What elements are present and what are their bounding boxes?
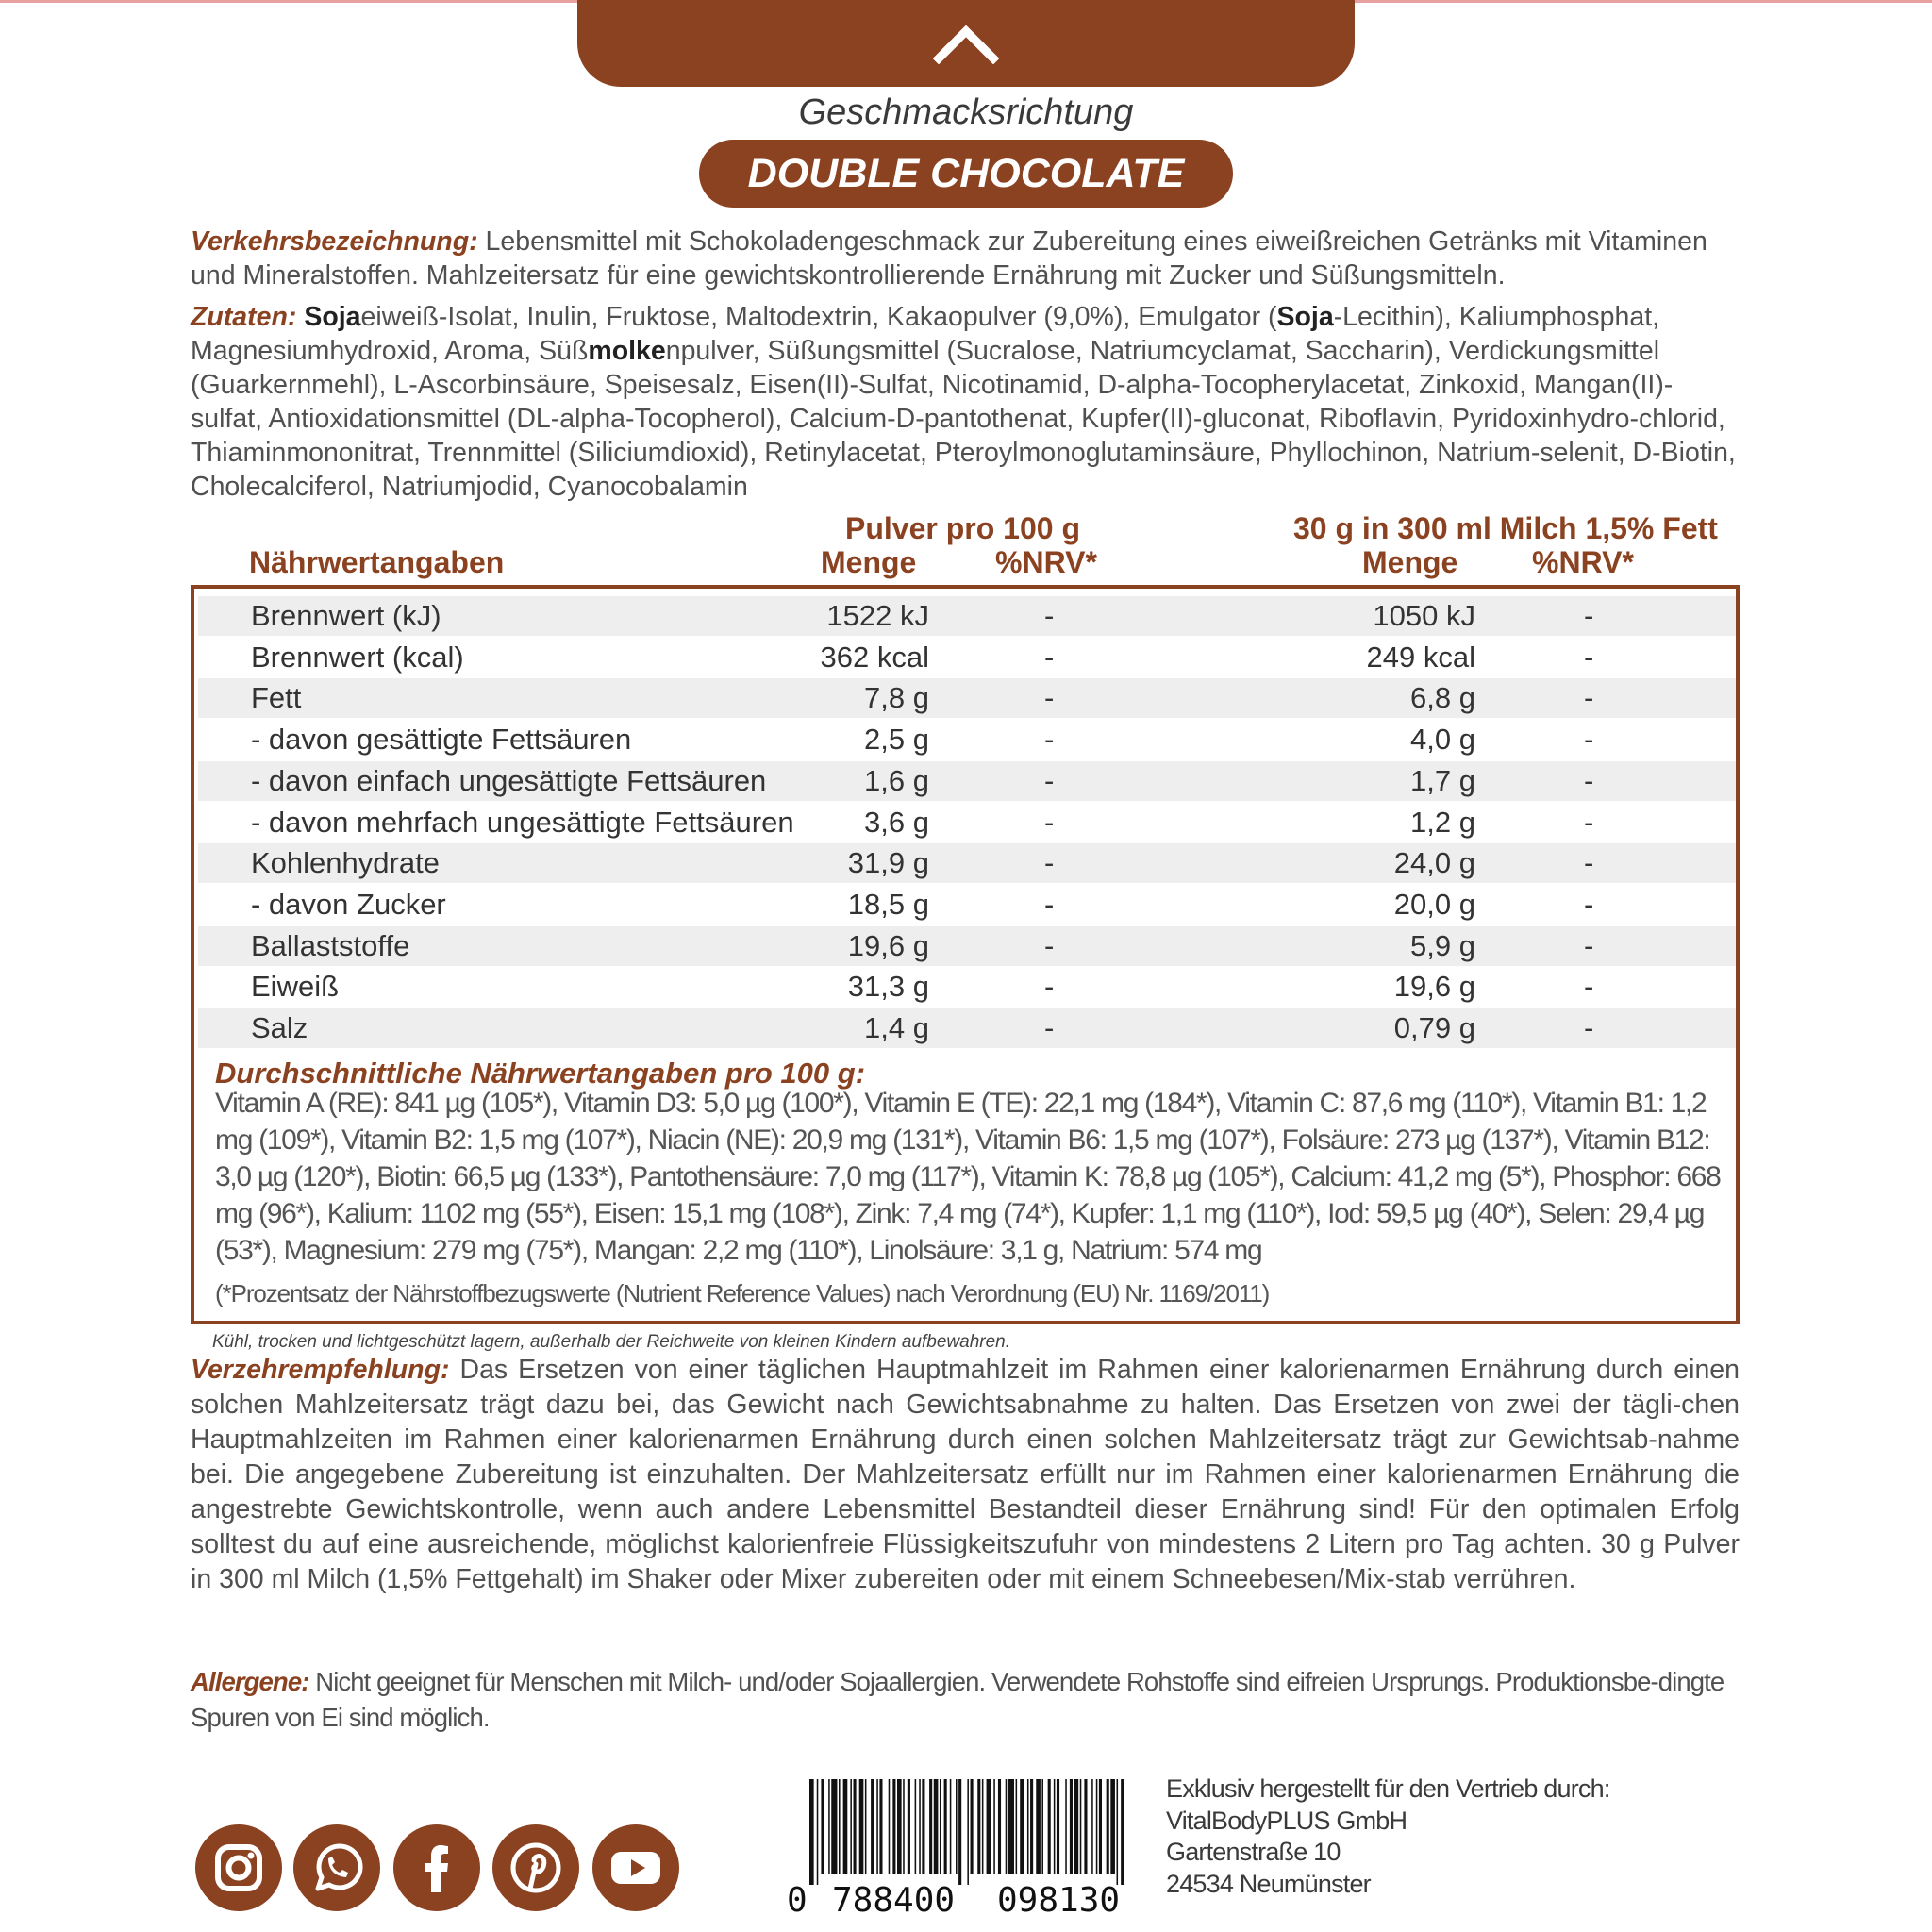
storage-note: Kühl, trocken und lichtgeschützt lagern, außerhalb der Reichweite von kleinen Kindern aufbewahren. (212, 1332, 1011, 1352)
milk-amount: 1,7 g (1410, 763, 1475, 797)
powder-nrv: - (1044, 640, 1055, 674)
milk-amount: 249 kcal (1366, 640, 1475, 674)
chevron-up-icon[interactable] (933, 21, 999, 64)
pinterest-button[interactable] (492, 1824, 579, 1911)
milk-nrv: - (1584, 1011, 1594, 1044)
powder-nrv: - (1044, 970, 1055, 1004)
table-row (198, 720, 1736, 759)
zutaten-section (191, 300, 1740, 504)
youtube-icon (592, 1824, 679, 1911)
col-nrv-1: %NRV* (995, 545, 1097, 579)
allergen-molke: molke (588, 336, 666, 366)
pinterest-icon (492, 1824, 579, 1911)
powder-amount: 362 kcal (820, 640, 929, 674)
col-menge-2: Menge (1362, 545, 1458, 579)
zutaten-text-3: npulver, Süßungsmittel (Sucralose, Natriumcyclamat, Saccharin), Verdickungsmittel (Guarkernmehl), L-Ascorbinsäure, Speisesalz, Eisen(II)-Sulfat, Nicotinamid, D-alpha-Tocopherylacetat, Zinkoxid, Mangan(II)-sulfat, Antioxidationsmittel (DL-alpha-Tocopherol), Calcium-D-pantothenat, Kupfer(II)-gluconat, Riboflavin, Pyridoxinhydro-chlorid, Thiaminmononitrat, Trennmittel (Siliciumdioxid), Retinylacetat, Pteroylmonoglutaminsäure, Phyllochinon, Natrium-selenit, D-Biotin, Cholecalciferol, Natriumjodid, Cyanocobalamin (191, 336, 1736, 502)
powder-nrv: - (1044, 1011, 1055, 1044)
milk-nrv: - (1584, 887, 1594, 921)
milk-nrv: - (1584, 928, 1594, 962)
manufacturer-intro: Exklusiv hergestellt für den Vertrieb durch: (1166, 1774, 1610, 1803)
powder-amount: 31,9 g (847, 846, 929, 880)
powder-nrv: - (1044, 681, 1055, 715)
milk-amount: 19,6 g (1393, 970, 1475, 1004)
nutrient-name: Brennwert (kcal) (251, 640, 464, 674)
milk-nrv: - (1584, 763, 1594, 797)
milk-amount: 6,8 g (1410, 681, 1475, 715)
barcode-digits-right: 098130 (997, 1881, 1121, 1920)
verkehrsbezeichnung-label: Verkehrsbezeichnung: (191, 226, 478, 257)
milk-amount: 1,2 g (1410, 805, 1475, 839)
powder-nrv: - (1044, 805, 1055, 839)
manufacturer-street: Gartenstraße 10 (1166, 1838, 1341, 1866)
instagram-icon (195, 1824, 282, 1911)
verzehr-label: Verzehrempfehlung: (191, 1355, 450, 1385)
powder-amount: 7,8 g (864, 681, 929, 715)
collapse-tab[interactable] (577, 0, 1355, 87)
table-row (198, 967, 1736, 1007)
nutrient-name: - davon Zucker (251, 887, 446, 921)
table-row (198, 761, 1736, 801)
powder-nrv: - (1044, 763, 1055, 797)
barcode-digit-first: 0 (787, 1881, 808, 1920)
flavor-badge: DOUBLE CHOCOLATE (699, 140, 1233, 208)
milk-amount: 5,9 g (1410, 928, 1475, 962)
allergene-label: Allergene: (191, 1667, 309, 1696)
facebook-button[interactable] (393, 1824, 480, 1911)
milk-amount: 1050 kJ (1373, 599, 1475, 632)
whatsapp-icon (293, 1824, 380, 1911)
milk-nrv: - (1584, 805, 1594, 839)
vitamins-text: Vitamin A (RE): 841 µg (105*), Vitamin D3: 5,0 µg (100*), Vitamin E (TE): 22,1 mg (184*), Vitamin C: 87,6 mg (110*), Vitamin B1: 1,2 mg (109*), Vitamin B2: 1,5 mg (107*), Niacin (NE): 20,9 mg (131*), Vitamin B6: 1,5 mg (107*), Folsäure: 273 µg (137*), Vitamin B12: 3,0 µg (120*), Biotin: 66,5 µg (133*), Pantothensäure: 7,0 mg (117*), Vitamin K: 78,8 µg (105*), Calcium: 41,2 mg (5*), Phosphor: 668 mg (96*), Kalium: 1102 mg (55*), Eisen: 15,1 mg (108*), Zink: 7,4 mg (74*), Kupfer: 1,1 mg (110*), Iod: 59,5 µg (40*), Selen: 29,4 µg (53*), Magnesium: 279 mg (75*), Mangan: 2,2 mg (110*), Linolsäure: 3,1 g, Natrium: 574 mg (215, 1088, 1721, 1266)
nutrient-name: - davon einfach ungesättigte Fettsäuren (251, 763, 767, 797)
group-header-milk: 30 g in 300 ml Milch 1,5% Fett (1293, 511, 1718, 545)
nutrient-name: Salz (251, 1011, 308, 1044)
nutrient-name: Kohlenhydrate (251, 846, 440, 880)
table-row (198, 678, 1736, 718)
zutaten-label: Zutaten: (191, 302, 297, 332)
table-row (198, 638, 1736, 677)
powder-nrv: - (1044, 723, 1055, 757)
zutaten-text-1: eiweiß-Isolat, Inulin, Fruktose, Maltodextrin, Kakaopulver (9,0%), Emulgator ( (360, 302, 1277, 332)
allergene-section (191, 1664, 1740, 1736)
nutrition-title: Nährwertangaben (249, 545, 505, 579)
milk-amount: 0,79 g (1393, 1011, 1475, 1044)
table-row (198, 1008, 1736, 1048)
nutrient-name: Fett (251, 681, 302, 715)
powder-amount: 3,6 g (864, 805, 929, 839)
powder-amount: 18,5 g (847, 887, 929, 921)
milk-nrv: - (1584, 599, 1594, 632)
manufacturer-address (1166, 1774, 1610, 1900)
powder-nrv: - (1044, 887, 1055, 921)
verzehr-text: Das Ersetzen von einer täglichen Hauptmahlzeit im Rahmen einer kalorienarmen Ernährung durch einen solchen Mahlzeitersatz trägt dazu bei, das Gewicht nach Gewichtsabnahme zu halten. Das Ersetzen von zwei der tägli-chen Hauptmahlzeiten im Rahmen einer kalorienarmen Ernährung durch einen solchen Mahlzeitersatz trägt zur Gewichtsab-nahme bei. Die angegebene Zubereitung ist einzuhalten. Der Mahlzeitersatz erfüllt nur im Rahmen einer kalorienarmen Ernährung die angestrebte Gewichtskontrolle, wenn auch andere Lebensmittel Bestandteil dieser Ernährung sind! Für den optimalen Erfolg solltest du auf eine ausreichende, möglichst kalorienfreie Flüssigkeitszufuhr von mindestens 2 Litern pro Tag achten. 30 g Pulver in 300 ml Milch (1,5% Fettgehalt) im Shaker oder Mixer zubereiten oder mit einem Schneebesen/Mix-stab verrühren. (191, 1355, 1740, 1594)
zutaten-text-2: -Lecithin), Kaliumphosphat, Magnesiumhydroxid, Aroma, Süß (191, 302, 1660, 366)
manufacturer-name: VitalBodyPLUS GmbH (1166, 1806, 1407, 1835)
table-row (198, 596, 1736, 636)
nutrient-name: Eiweiß (251, 970, 340, 1004)
powder-amount: 1522 kJ (826, 599, 929, 632)
milk-nrv: - (1584, 723, 1594, 757)
barcode-image (808, 1779, 1124, 1885)
allergen-soja: Soja (304, 302, 361, 332)
powder-nrv: - (1044, 599, 1055, 632)
milk-amount: 24,0 g (1393, 846, 1475, 880)
col-nrv-2: %NRV* (1532, 545, 1634, 579)
instagram-button[interactable] (195, 1824, 282, 1911)
powder-nrv: - (1044, 846, 1055, 880)
nutrition-table (191, 585, 1740, 1324)
milk-amount: 4,0 g (1410, 723, 1475, 757)
group-header-powder: Pulver pro 100 g (845, 511, 1080, 545)
milk-nrv: - (1584, 970, 1594, 1004)
verkehrsbezeichnung-text: Lebensmittel mit Schokoladengeschmack zur Zubereitung eines eiweißreichen Getränks mit Vitaminen und Mineralstoffen. Mahlzeitersatz für eine gewichtskontrollierende Ernährung mit Zucker und Süßungsmitteln. (191, 226, 1707, 291)
allergene-text: Nicht geeignet für Menschen mit Milch- und/oder Sojaallergien. Verwendete Rohstoffe sind eifreien Ursprungs. Produktionsbe-dingte Spuren von Ei sind möglich. (191, 1667, 1724, 1732)
whatsapp-button[interactable] (293, 1824, 380, 1911)
milk-amount: 20,0 g (1393, 887, 1475, 921)
powder-amount: 31,3 g (847, 970, 929, 1004)
milk-nrv: - (1584, 640, 1594, 674)
nutrient-name: Ballaststoffe (251, 928, 410, 962)
nutrient-name: Brennwert (kJ) (251, 599, 441, 632)
manufacturer-city: 24534 Neumünster (1166, 1869, 1371, 1898)
verkehrsbezeichnung-section (191, 225, 1740, 292)
powder-amount: 1,4 g (864, 1011, 929, 1044)
allergen-soja: Soja (1276, 302, 1334, 332)
nutrient-name: - davon mehrfach ungesättigte Fettsäuren (251, 805, 794, 839)
powder-amount: 2,5 g (864, 723, 929, 757)
facebook-icon (393, 1824, 480, 1911)
youtube-button[interactable] (592, 1824, 679, 1911)
avg-nutrition-title: Durchschnittliche Nährwertangaben pro 100 g: (215, 1057, 866, 1090)
powder-amount: 1,6 g (864, 763, 929, 797)
col-menge-1: Menge (821, 545, 917, 579)
nrv-footnote: (*Prozentsatz der Nährstoffbezugswerte (Nutrient Reference Values) nach Verordnung (EU) Nr. 1169/2011) (215, 1279, 1270, 1307)
milk-nrv: - (1584, 846, 1594, 880)
powder-amount: 19,6 g (847, 928, 929, 962)
table-row (198, 885, 1736, 924)
barcode-digits-left: 788400 (832, 1881, 956, 1920)
flavor-subtitle: Geschmacksrichtung (798, 92, 1134, 132)
table-row (198, 803, 1736, 842)
table-row (198, 926, 1736, 966)
powder-nrv: - (1044, 928, 1055, 962)
table-row (198, 843, 1736, 883)
verzehr-section (191, 1353, 1740, 1597)
nutrient-name: - davon gesättigte Fettsäuren (251, 723, 632, 757)
milk-nrv: - (1584, 681, 1594, 715)
